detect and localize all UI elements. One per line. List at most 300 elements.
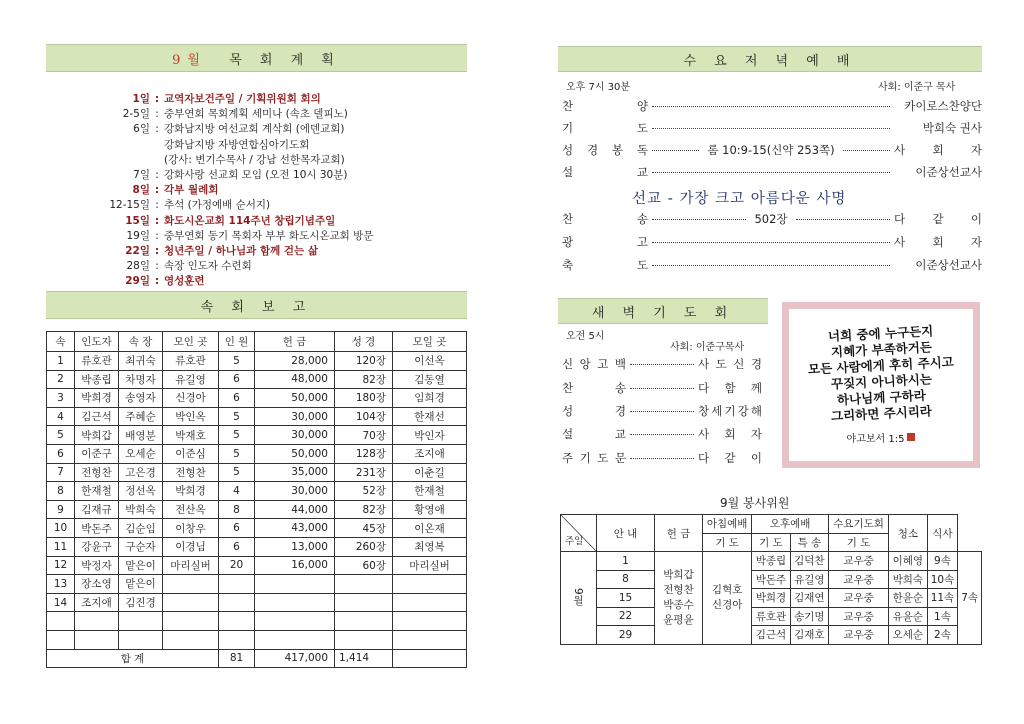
table-row: [47, 482, 467, 501]
morning-prayer-header: 기 도: [703, 533, 752, 552]
table-row: [47, 444, 467, 463]
day-cell: 29: [597, 626, 655, 645]
volunteer-cell: 교우중: [828, 552, 888, 571]
table-cell: 오세순: [119, 444, 163, 463]
wed-order-line: [562, 95, 982, 117]
table-cell: 44,000: [255, 500, 335, 519]
volunteer-cell: 김근석: [752, 626, 790, 645]
table-cell: 4: [219, 482, 255, 501]
order-person: 사 회 자: [698, 427, 762, 441]
plan-item-date: 28일: [126, 260, 150, 273]
plan-item: [70, 107, 470, 122]
verse-line: 너희 중에 누구든지: [827, 322, 934, 344]
dawn-order-line: [562, 377, 762, 399]
order-person: 박희숙 권사: [922, 121, 982, 135]
volunteer-cell: 2속: [927, 626, 958, 645]
table-cell: 30,000: [255, 407, 335, 426]
table-row: [47, 593, 467, 612]
table-cell: 차명자: [119, 370, 163, 389]
afternoon-prayer-header: 기 도: [752, 533, 790, 552]
report-header: [46, 291, 467, 319]
table-row: [47, 519, 467, 538]
plan-item: [70, 244, 470, 259]
table-cell: 28,000: [255, 352, 335, 371]
table-cell: [163, 593, 219, 612]
table-cell: 박희숙: [119, 500, 163, 519]
plan-item-date: 15일: [125, 214, 150, 227]
plan-item-colon: :: [154, 93, 160, 105]
afternoon-header: 오후예배: [752, 515, 829, 534]
plan-item-colon: :: [154, 245, 160, 258]
table-cell: 180장: [335, 389, 393, 408]
table-cell: 맡은이: [119, 575, 163, 594]
volunteer-table: [560, 514, 982, 645]
volunteer-cell: 김재연: [790, 589, 828, 608]
verse-card: [782, 302, 980, 468]
plan-item-date: 8일: [132, 184, 150, 197]
plan-item-date: 6일: [133, 123, 150, 136]
table-row: [561, 570, 982, 589]
day-cell: 8: [597, 570, 655, 589]
table-cell: 120장: [335, 352, 393, 371]
table-cell: [393, 630, 467, 649]
table-cell: 1: [47, 352, 75, 371]
month-label: 9월: [572, 587, 584, 605]
order-label: 찬 송: [562, 212, 648, 226]
plan-item-date: [70, 153, 150, 168]
plan-item: [70, 138, 470, 153]
plan-item-date: [70, 138, 150, 153]
total-offering: 417,000: [255, 649, 335, 668]
table-cell: 104장: [335, 407, 393, 426]
table-cell: [219, 593, 255, 612]
guide-name: 박종수: [663, 598, 694, 611]
cell-report-table: [46, 331, 467, 668]
dawn-order-line: [562, 447, 762, 469]
volunteer-cell: 교우중: [828, 607, 888, 626]
total-label: 합 계: [47, 649, 219, 668]
plan-item: [70, 183, 470, 198]
plan-item-text: 추석 (가정예배 순서지): [164, 199, 271, 212]
report-col-header: 모인 곳: [163, 332, 219, 352]
week-header: 주일: [565, 536, 584, 547]
table-cell: 7: [47, 463, 75, 482]
dawn-header: [558, 298, 768, 324]
table-cell: 35,000: [255, 463, 335, 482]
dawn-time: 오전 5시: [566, 331, 605, 342]
table-cell: 정선옥: [119, 482, 163, 501]
order-label: 성 경: [562, 404, 626, 418]
table-cell: 전형찬: [163, 463, 219, 482]
table-cell: 김진경: [119, 593, 163, 612]
guide-name: 윤평윤: [663, 613, 694, 626]
report-table-header: [47, 332, 467, 352]
offering-name: 김혁호: [711, 583, 743, 596]
plan-item-text: 속장 인도자 수련회: [164, 260, 252, 273]
order-person: 사 회 자: [894, 143, 982, 157]
month-cell: [561, 552, 597, 645]
table-cell: 조지애: [75, 593, 119, 612]
wed-prayer-header: 수요기도회: [828, 515, 888, 534]
special-song-header: 특 송: [790, 533, 828, 552]
volunteer-cell: 교우중: [828, 589, 888, 608]
volunteer-cell: 9속: [927, 552, 958, 571]
plan-item-date: 19일: [126, 229, 150, 242]
table-cell: 김재규: [75, 500, 119, 519]
table-cell: 전형찬: [75, 463, 119, 482]
plan-item-colon: :: [155, 199, 159, 212]
verse-line: 모든 사람에게 후히 주시고: [807, 353, 955, 377]
plan-item: [70, 92, 470, 107]
table-cell: 류호관: [75, 352, 119, 371]
verse-calligraphy: [789, 309, 973, 461]
report-col-header: 인도자: [75, 332, 119, 352]
table-cell: 구순자: [119, 537, 163, 556]
order-label: 성 경 봉 독: [562, 143, 648, 157]
table-cell: 박정자: [75, 556, 119, 575]
table-cell: [335, 593, 393, 612]
dawn-order-line: [562, 400, 762, 422]
table-cell: 박돈주: [75, 519, 119, 538]
plan-item-date: 7일: [133, 169, 150, 182]
table-cell: 8: [47, 482, 75, 501]
guide-header: 안 내: [597, 515, 655, 552]
plan-item-text: 강화사랑 선교회 모임 (오전 10시 30분): [164, 169, 348, 182]
table-cell: 231장: [335, 463, 393, 482]
plan-item-colon: :: [154, 275, 160, 288]
verse-line: 꾸짖지 아니하시는: [830, 370, 932, 392]
table-cell: [119, 630, 163, 649]
table-cell: 주혜순: [119, 407, 163, 426]
table-cell: 고은경: [119, 463, 163, 482]
wed-title: 수 요 저 녁 예 배: [683, 53, 857, 69]
order-label: 설 교: [562, 427, 626, 441]
verse-line: 하나님께 구하라: [836, 387, 926, 407]
volunteer-cell: 10속: [927, 570, 958, 589]
table-cell: 이선옥: [393, 352, 467, 371]
table-cell: 6: [47, 444, 75, 463]
table-cell: 박인자: [393, 426, 467, 445]
plan-item: [70, 274, 470, 289]
table-cell: 류호관: [163, 352, 219, 371]
volunteer-cell: 박희경: [752, 589, 790, 608]
table-cell: 2: [47, 370, 75, 389]
plan-item: [70, 168, 470, 183]
plan-item-colon: :: [155, 108, 159, 121]
table-cell: 3: [47, 389, 75, 408]
order-detail: 502장: [754, 212, 788, 226]
plan-item: [70, 122, 470, 137]
plan-schedule: [70, 92, 470, 290]
table-row: [561, 589, 982, 608]
table-cell: [393, 593, 467, 612]
table-cell: 52장: [335, 482, 393, 501]
plan-item-text: 각부 월례회: [164, 184, 219, 197]
volunteer-cell: 김재호: [790, 626, 828, 645]
plan-item-text: 강화남지방 여선교회 계삭회 (에덴교회): [164, 123, 345, 136]
verse-reference-text: 야고보서 1:5: [846, 433, 905, 445]
table-cell: 신경아: [163, 389, 219, 408]
table-cell: 이창우: [163, 519, 219, 538]
plan-item-date: 29일: [125, 275, 150, 288]
verse-line: 그리하면 주시리라: [830, 402, 932, 424]
plan-title: 목 회 계 획: [229, 52, 341, 68]
table-cell: [75, 612, 119, 631]
table-cell: 마리실버: [163, 556, 219, 575]
table-cell: 6: [219, 370, 255, 389]
plan-item-text: 강화남지방 자방연합심아기도회: [164, 138, 310, 151]
table-cell: 9: [47, 500, 75, 519]
order-person: 이준상선교사: [915, 165, 982, 179]
table-row: [47, 352, 467, 371]
table-cell: [335, 612, 393, 631]
plan-item-colon: :: [154, 184, 160, 197]
table-cell: 이온재: [393, 519, 467, 538]
table-cell: 50,000: [255, 389, 335, 408]
table-cell: [219, 612, 255, 631]
table-row: [561, 552, 982, 571]
order-label: 신 앙 고 백: [562, 357, 626, 371]
table-cell: 송영자: [119, 389, 163, 408]
table-row: [561, 626, 982, 645]
wed-time: 오후 7시 30분: [566, 82, 631, 93]
table-cell: 박종립: [75, 370, 119, 389]
volunteer-cell: 한윤순: [889, 589, 927, 608]
volunteer-cell: 교우중: [828, 626, 888, 645]
plan-item-date: 2-5일: [122, 108, 150, 121]
order-label: 찬 양: [562, 99, 648, 113]
table-cell: [163, 575, 219, 594]
seal-icon: [907, 433, 915, 441]
total-bible: 1,414: [335, 649, 393, 668]
table-row: [47, 556, 467, 575]
table-cell: 이준구: [75, 444, 119, 463]
wed-order-line: [562, 139, 982, 161]
table-cell: 20: [219, 556, 255, 575]
table-cell: 128장: [335, 444, 393, 463]
table-cell: 6: [219, 519, 255, 538]
table-cell: 48,000: [255, 370, 335, 389]
order-person: 사 도 신 경: [698, 357, 762, 371]
offering-header: 헌 금: [655, 515, 703, 552]
table-cell: 50,000: [255, 444, 335, 463]
wed-host: 사회: 이준구 목사: [878, 82, 956, 93]
table-cell: 60장: [335, 556, 393, 575]
table-cell: 임희경: [393, 389, 467, 408]
plan-item-text: 청년주일 / 하나님과 함께 걷는 삶: [164, 245, 318, 258]
order-label: 기 도: [562, 121, 648, 135]
clean-header: 청소: [889, 515, 927, 552]
plan-item-colon: :: [155, 123, 159, 136]
table-cell: [335, 575, 393, 594]
table-cell: 김근석: [75, 407, 119, 426]
report-col-header: 속 장: [119, 332, 163, 352]
table-cell: 6: [219, 389, 255, 408]
meal-header: 식사: [927, 515, 958, 552]
table-cell: 한재철: [393, 482, 467, 501]
table-row: [47, 575, 467, 594]
dawn-host: 사회: 이준구목사: [670, 342, 745, 353]
day-cell: 1: [597, 552, 655, 571]
wed-header: [558, 46, 982, 72]
plan-item-text: 중부연회 목회계획 세미나 (속초 델피노): [164, 108, 348, 121]
plan-item-date: 1일: [132, 93, 150, 105]
table-cell: 맡은이: [119, 556, 163, 575]
table-cell: 전산옥: [163, 500, 219, 519]
guide-name: 전형찬: [663, 583, 694, 596]
sermon-title: 선교 - 가장 크고 아름다운 사명: [632, 191, 847, 207]
wed-prayer-sub-header: 기 도: [828, 533, 888, 552]
plan-item-text: 화도시온교회 114주년 창립기념주일: [164, 214, 336, 227]
table-cell: 마리실버: [393, 556, 467, 575]
table-cell: 김동열: [393, 370, 467, 389]
table-cell: [393, 575, 467, 594]
table-cell: 5: [219, 444, 255, 463]
verse-reference: [847, 430, 916, 445]
table-row: [47, 537, 467, 556]
volunteer-cell: 송기명: [790, 607, 828, 626]
table-cell: 11: [47, 537, 75, 556]
table-cell: 이경님: [163, 537, 219, 556]
table-cell: 5: [47, 426, 75, 445]
table-cell: 12: [47, 556, 75, 575]
table-cell: 박희갑: [75, 426, 119, 445]
table-cell: 박재호: [163, 426, 219, 445]
volunteer-cell: 유윤순: [889, 607, 927, 626]
table-cell: 박희경: [163, 482, 219, 501]
table-cell: [119, 612, 163, 631]
plan-item: [70, 214, 470, 229]
volunteer-cell: 교우중: [828, 570, 888, 589]
table-cell: 5: [219, 407, 255, 426]
table-cell: 유길영: [163, 370, 219, 389]
wed-order-line: [562, 161, 982, 183]
dawn-order-line: [562, 423, 762, 445]
table-cell: 30,000: [255, 426, 335, 445]
plan-item: [70, 229, 470, 244]
wed-order-line: [562, 208, 982, 230]
volunteer-cell: 박돈주: [752, 570, 790, 589]
report-title: 속 회 보 고: [200, 299, 313, 315]
table-cell: [335, 630, 393, 649]
guide-cell: [655, 552, 703, 645]
day-cell: 15: [597, 589, 655, 608]
wed-order-line: [562, 231, 982, 253]
table-cell: 10: [47, 519, 75, 538]
order-label: 축 도: [562, 258, 648, 272]
order-person: 다 함 께: [698, 381, 762, 395]
table-cell: [47, 612, 75, 631]
table-cell: [75, 630, 119, 649]
plan-item: [70, 153, 470, 168]
day-cell: 22: [597, 607, 655, 626]
report-col-header: 인 원: [219, 332, 255, 352]
volunteer-cell: 류호관: [752, 607, 790, 626]
table-cell: 이준심: [163, 444, 219, 463]
table-cell: [393, 612, 467, 631]
table-row: [47, 612, 467, 631]
order-label: 광 고: [562, 235, 648, 249]
plan-item: [70, 259, 470, 274]
order-label: 설 교: [562, 165, 648, 179]
verse-line: 지혜가 부족하거든: [830, 338, 932, 360]
table-cell: 43,000: [255, 519, 335, 538]
table-cell: [219, 630, 255, 649]
table-cell: 박인옥: [163, 407, 219, 426]
table-cell: 이춘길: [393, 463, 467, 482]
table-cell: 14: [47, 593, 75, 612]
table-cell: 8: [219, 500, 255, 519]
table-cell: 6: [219, 537, 255, 556]
table-row: [47, 370, 467, 389]
plan-item-colon: [150, 138, 164, 153]
total-people: 81: [219, 649, 255, 668]
table-cell: 13: [47, 575, 75, 594]
meal-cell: 7속: [958, 552, 982, 645]
table-row: [47, 500, 467, 519]
table-cell: [219, 575, 255, 594]
order-person: 다 같 이: [698, 451, 762, 465]
plan-item-colon: :: [155, 169, 159, 182]
guide-name: 박희갑: [663, 568, 694, 581]
table-cell: [255, 575, 335, 594]
table-cell: 13,000: [255, 537, 335, 556]
table-row: [47, 426, 467, 445]
plan-item-text: 영성훈련: [164, 275, 205, 288]
report-col-header: 헌 금: [255, 332, 335, 352]
table-cell: 한재선: [393, 407, 467, 426]
table-cell: 조지애: [393, 444, 467, 463]
table-cell: 45장: [335, 519, 393, 538]
table-cell: 최귀숙: [119, 352, 163, 371]
plan-item-date: 12-15일: [109, 199, 150, 212]
table-cell: 5: [219, 426, 255, 445]
volunteer-cell: 김덕찬: [790, 552, 828, 571]
report-total-row: [47, 649, 467, 668]
table-cell: 4: [47, 407, 75, 426]
table-cell: 82장: [335, 500, 393, 519]
table-cell: [255, 612, 335, 631]
plan-item-text: 중부연회 동기 목회자 부부 화도시온교회 방문: [164, 229, 374, 242]
table-cell: 5: [219, 352, 255, 371]
table-cell: 82장: [335, 370, 393, 389]
plan-item-colon: :: [155, 229, 159, 242]
order-person: 카이로스찬양단: [904, 99, 982, 113]
order-label: 주 기 도 문: [562, 451, 626, 465]
table-cell: 장소영: [75, 575, 119, 594]
volunteer-cell: 11속: [927, 589, 958, 608]
plan-item-colon: [150, 153, 164, 168]
table-cell: 5: [219, 463, 255, 482]
table-row: [561, 607, 982, 626]
offering-name: 신경아: [711, 598, 743, 611]
dawn-title: 새 벽 기 도 회: [591, 305, 735, 321]
table-cell: [255, 593, 335, 612]
plan-item-colon: :: [155, 260, 159, 273]
table-cell: 김순임: [119, 519, 163, 538]
order-person: 사 회 자: [894, 235, 982, 249]
volunteer-cell: 1속: [927, 607, 958, 626]
report-col-header: 모일 곳: [393, 332, 467, 352]
table-cell: [163, 612, 219, 631]
wed-order-line: [562, 117, 982, 139]
table-cell: 강윤구: [75, 537, 119, 556]
plan-header: [46, 44, 467, 72]
offering-cell: [703, 552, 752, 645]
order-person: 이준상선교사: [915, 258, 982, 272]
table-cell: 30,000: [255, 482, 335, 501]
plan-item-text: (강사: 변기수목사 / 강남 선한목자교회): [164, 153, 345, 166]
